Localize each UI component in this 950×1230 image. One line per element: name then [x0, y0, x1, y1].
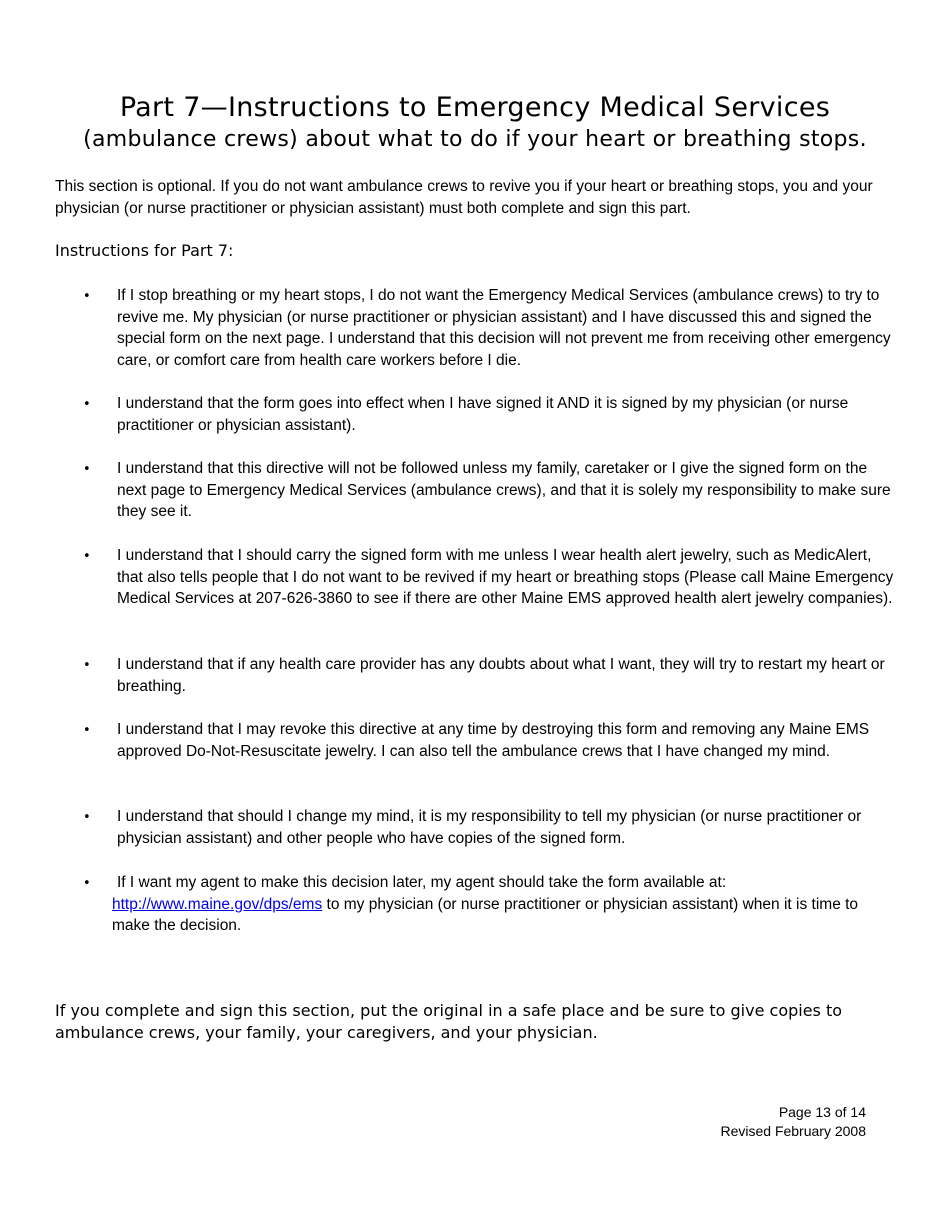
list-item-text: I understand that should I change my mind, it is my responsibility to tell my physician (or nurse practitioner or physician assistant) and other people who have copies of the signed form. [117, 808, 862, 847]
bullet-icon: • [83, 810, 91, 825]
list-item-text: I understand that the form goes into effect when I have signed it AND it is signed by my physician (or nurse practitioner or physician assistant). [117, 395, 849, 434]
page-subtitle: (ambulance crews) about what to do if your heart or breathing stops. [83, 127, 867, 152]
page-title: Part 7—Instructions to Emergency Medical Services [119, 92, 831, 123]
bullet-icon: • [83, 549, 91, 564]
page-footer [720, 1103, 866, 1141]
bullet-icon: • [83, 723, 91, 738]
maine-ems-link[interactable]: http://www.maine.gov/dps/ems [112, 895, 323, 913]
list-item-text: I understand that if any health care provider has any doubts about what I want, they will try to restart my heart or breathing. [117, 656, 885, 695]
bullet-icon: • [83, 876, 91, 891]
instructions-heading: Instructions for Part 7: [55, 241, 234, 260]
list-item-text [112, 872, 894, 937]
page-number: Page 13 of 14 [778, 1104, 866, 1120]
intro-paragraph: This section is optional. If you do not want ambulance crews to revive you if your heart or breathing stops, you and your physician (or nurse practitioner or physician assistant) must both complete and sign this part. [55, 178, 873, 217]
closing-paragraph: If you complete and sign this section, put the original in a safe place and be sure to give copies to ambulance crews, your family, your caregivers, and your physician. [55, 1001, 843, 1042]
list-item-text: If I stop breathing or my heart stops, I do not want the Emergency Medical Services (ambulance crews) to try to revive me. My physician (or nurse practitioner or physician assistant) and I have discussed this and signed the special form on the next page. I understand that this decision will not prevent me from receiving other emergency care, or comfort care from health care workers before I die. [117, 287, 891, 370]
list-item-text: I understand that this directive will not be followed unless my family, caretaker or I give the signed form on the next page to Emergency Medical Services (ambulance crews), and that it is solely my responsibility to make sure they see it. [117, 460, 891, 521]
list-item-text: I understand that I should carry the signed form with me unless I wear health alert jewelry, such as MedicAlert, that also tells people that I do not want to be revived if my heart or breathing stops (Please call Maine Emergency Medical Services at 207-626-3860 to see if there are other Maine EMS approved health alert jewelry companies). [117, 547, 894, 608]
list-item-text-after-link: to my physician (or nurse practitioner or physician assistant) when it is time to make the decision. [112, 895, 859, 935]
bullet-icon: • [83, 397, 91, 412]
bullet-icon: • [83, 289, 91, 304]
revision-date: Revised February 2008 [720, 1123, 866, 1139]
list-item-text-before-link: If I want my agent to make this decision later, my agent should take the form available at: [117, 874, 727, 891]
bullet-icon: • [83, 462, 91, 477]
bullet-icon: • [83, 658, 91, 673]
list-item-text: I understand that I may revoke this directive at any time by destroying this form and removing any Maine EMS approved Do-Not-Resuscitate jewelry. I can also tell the ambulance crews that I have changed my mind. [117, 721, 870, 760]
